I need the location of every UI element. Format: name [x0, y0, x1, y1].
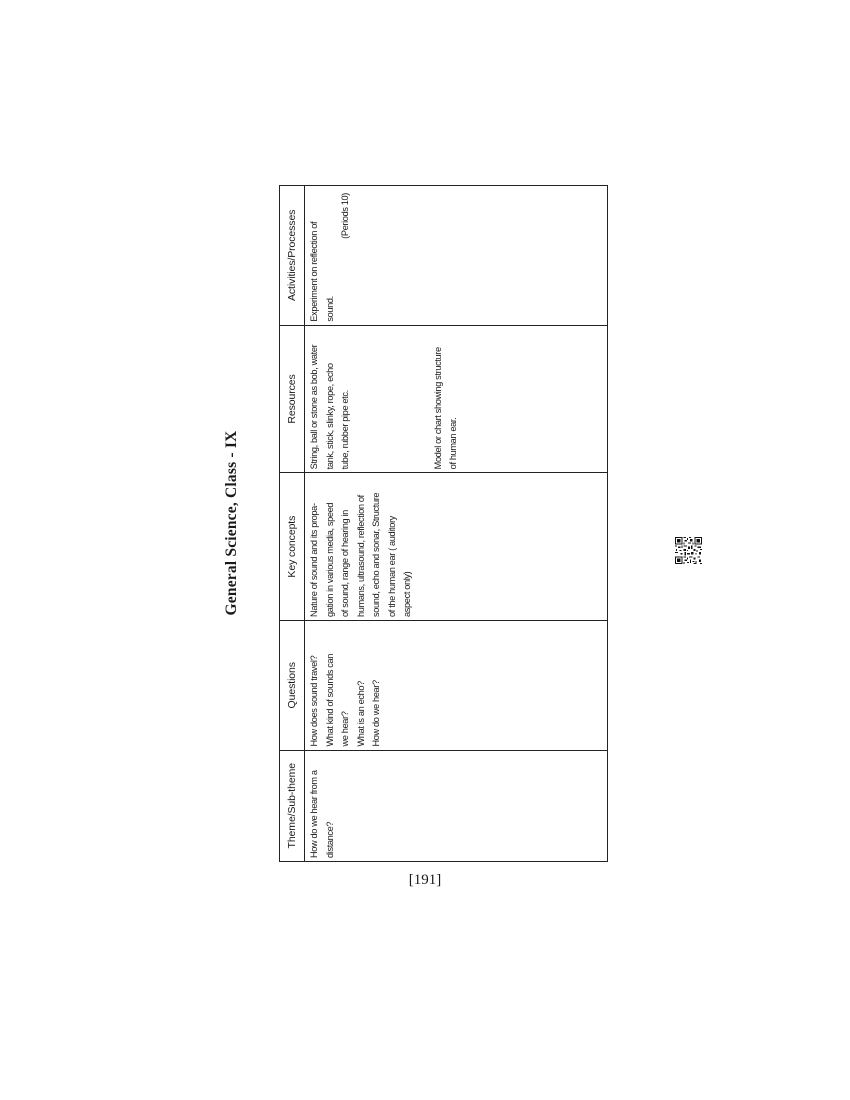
- concept-line: of the human ear ( auditory: [386, 516, 397, 617]
- resource-line: Model or chart showing structure: [432, 347, 443, 470]
- cell-resources: [305, 325, 608, 473]
- question-line: we hear?: [340, 711, 350, 747]
- periods-label: (Periods 10): [340, 193, 350, 239]
- concept-line: aspect only): [402, 571, 412, 617]
- page-title: General Science, Class - IX: [223, 430, 240, 616]
- resource-line: tank, stick, slinky, rope, echo: [324, 363, 335, 470]
- qr-code-icon: [675, 537, 702, 564]
- header-resources: Resources: [280, 325, 305, 473]
- cell-activities: [305, 186, 608, 326]
- page-number: [191]: [408, 872, 442, 888]
- curriculum-table: [279, 185, 608, 862]
- resource-line: tube, rubber pipe etc.: [340, 390, 350, 470]
- activity-line: Experiment on reflection of: [309, 221, 319, 322]
- question-line: How does sound travel?: [309, 655, 319, 747]
- question-line: How do we hear?: [371, 680, 381, 747]
- theme-line: distance?: [324, 821, 335, 858]
- resource-line: of human ear.: [448, 417, 458, 470]
- table-row: [305, 186, 608, 862]
- cell-theme: [305, 750, 608, 861]
- concept-line: of sound, range of hearing in: [340, 510, 350, 617]
- header-activities: Activities/Processes: [280, 186, 305, 326]
- cell-key-concepts: [305, 473, 608, 621]
- table-header-row: [280, 186, 305, 862]
- resource-gap: [354, 329, 431, 470]
- question-line: What kind of sounds can: [324, 653, 335, 747]
- header-questions: Questions: [280, 620, 305, 750]
- rotated-page-content: [217, 183, 617, 863]
- concept-line: sound, echo and sonar, Structure: [371, 492, 381, 617]
- question-line: What is an echo?: [355, 681, 366, 747]
- header-theme: Theme/Sub-theme: [280, 750, 305, 861]
- concept-line: Nature of sound and its propa-: [309, 503, 319, 617]
- theme-line: How do we hear from a: [309, 770, 319, 858]
- cell-questions: [305, 620, 608, 750]
- concept-line: gation in various media, speed: [324, 502, 335, 617]
- activity-line: sound.: [324, 296, 335, 322]
- resource-line: String, ball or stone as bob, water: [309, 344, 319, 470]
- header-key-concepts: Key concepts: [280, 473, 305, 621]
- concept-line: humans, ultrasound, reflection of: [355, 495, 366, 617]
